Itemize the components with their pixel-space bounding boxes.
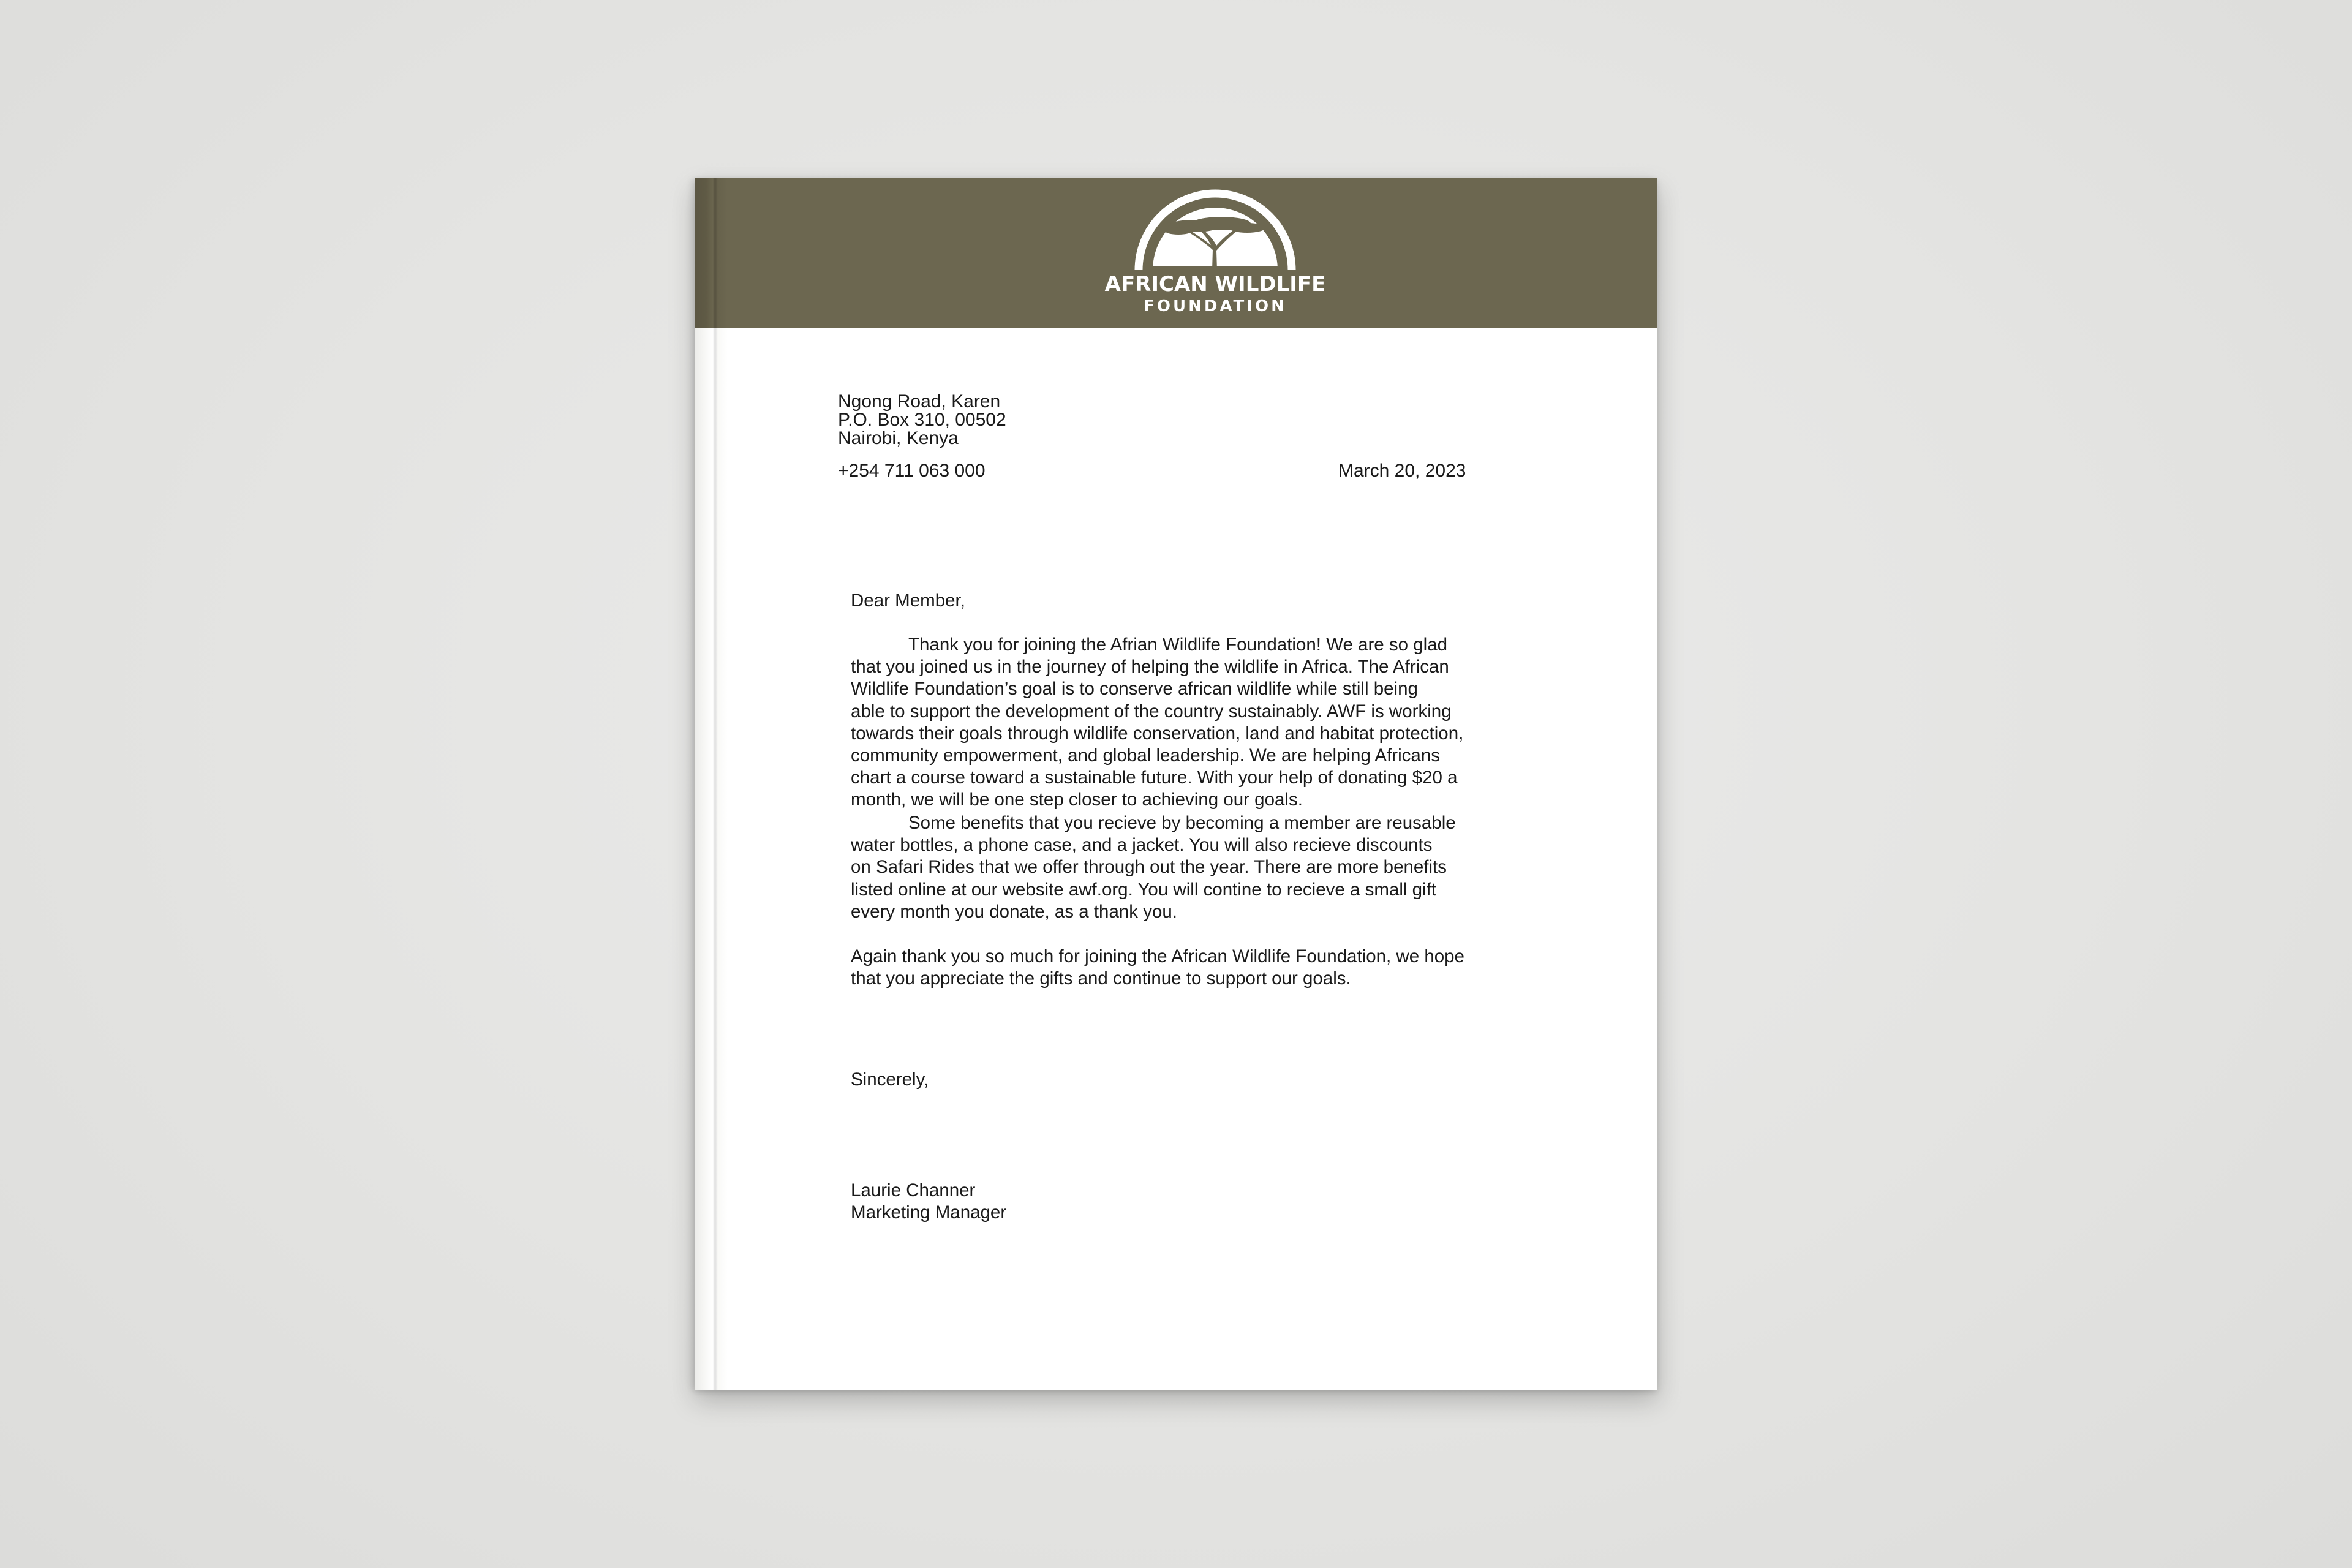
paragraph-1-line: chart a course toward a sustainable future. With your help of donating $20 a [851, 767, 1458, 788]
salutation [851, 590, 1525, 612]
paragraph-3-line: Again thank you so much for joining the African Wildlife Foundation, we hope [851, 946, 1464, 967]
signer-title: Marketing Manager [851, 1202, 1007, 1223]
paragraph-1-line: Wildlife Foundation’s goal is to conserve african wildlife while still being [851, 679, 1418, 699]
paragraph-1-line: towards their goals through wildlife conservation, land and habitat protection, [851, 723, 1464, 744]
letter-booklet [695, 178, 1657, 1390]
spine-shadow [695, 178, 728, 328]
paragraph-2-line: listed online at our website awf.org. You will contine to recieve a small gift [851, 879, 1436, 900]
signer-name: Laurie Channer [851, 1180, 976, 1200]
sender-address-line2: P.O. Box 310, 00502 [838, 410, 1006, 430]
letter-date: March 20, 2023 [1338, 461, 1466, 481]
paragraph-2-line: Some benefits that you recieve by becoming a member are reusable [908, 813, 1456, 833]
paragraph-1 [851, 634, 1525, 812]
paragraph-2-line: every month you donate, as a thank you. [851, 901, 1177, 922]
sender-address-line1: Ngong Road, Karen [838, 391, 1001, 412]
paragraph-3-line: that you appreciate the gifts and continue to support our goals. [851, 968, 1351, 989]
paragraph-1-line: that you joined us in the journey of helping the wildlife in Africa. The African [851, 657, 1449, 677]
paragraph-2 [851, 812, 1525, 923]
booklet-spine [695, 328, 728, 1390]
paragraph-1-line: month, we will be one step closer to achieving our goals. [851, 790, 1303, 810]
paragraph-3 [851, 946, 1525, 990]
closing-text: Sincerely, [851, 1069, 929, 1090]
letterhead-band [695, 178, 1657, 328]
sender-address-line3: Nairobi, Kenya [838, 428, 959, 448]
logo-wordmark-line1: AFRICAN WILDLIFE [1104, 272, 1326, 296]
paragraph-2-line: water bottles, a phone case, and a jacket. You will also recieve discounts [851, 835, 1433, 856]
paragraph-2-line: on Safari Rides that we offer through out the year. There are more benefits [851, 857, 1447, 878]
logo-wordmark-line2: FOUNDATION [1144, 297, 1287, 315]
foundation-logo [1087, 189, 1344, 324]
salutation-text: Dear Member, [851, 590, 965, 611]
paragraph-1-line: Thank you for joining the Afrian Wildlife Foundation! We are so glad [908, 635, 1448, 655]
sender-phone: +254 711 063 000 [838, 461, 986, 481]
closing [851, 1069, 1525, 1091]
paragraph-1-line: able to support the development of the country sustainably. AWF is working [851, 701, 1452, 722]
signature-block [851, 1180, 1525, 1224]
paragraph-1-line: community empowerment, and global leadership. We are helping Africans [851, 745, 1440, 766]
